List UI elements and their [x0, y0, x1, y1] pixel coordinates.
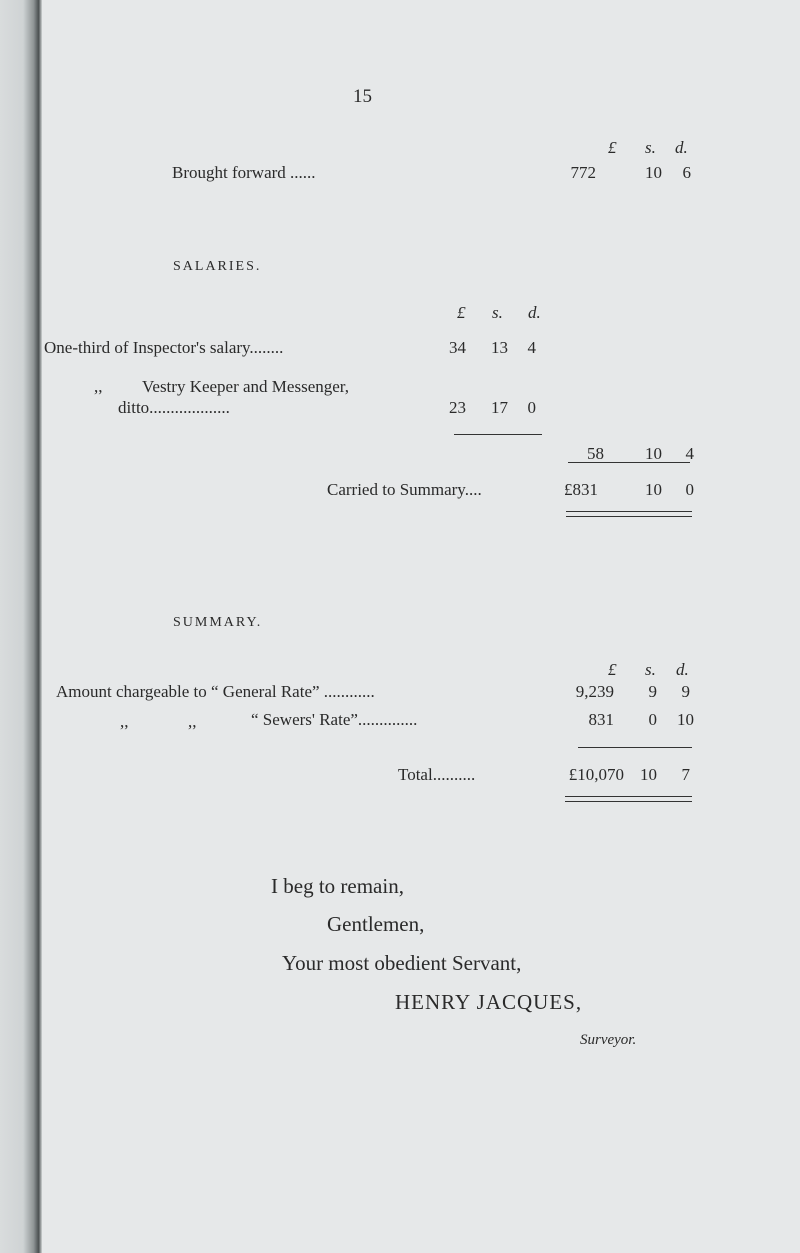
salaries-header-pence: d.: [528, 303, 541, 322]
summary-heading: SUMMARY.: [173, 615, 263, 630]
summary-row-general-shillings: 9: [648, 682, 657, 701]
salary-row-vestry-label: Vestry Keeper and Messenger,: [142, 377, 350, 396]
summary-row-general-pence: 9: [681, 682, 690, 701]
salaries-subtotal-pounds: 58: [587, 444, 604, 463]
page-number: 15: [353, 86, 372, 107]
summary-total-rule-top: [578, 747, 692, 748]
brought-forward-pounds: 772: [570, 163, 596, 182]
summary-header-pence: d.: [676, 660, 689, 679]
salaries-subtotal-pence: 4: [685, 444, 694, 463]
salaries-header-shillings: s.: [492, 303, 503, 322]
brought-forward-shillings: 10: [645, 163, 662, 182]
carried-rule-double-2: [566, 516, 692, 517]
summary-total-double-2: [565, 801, 692, 802]
currency-header-pence: d.: [675, 138, 688, 157]
summary-total-pence: 7: [681, 765, 690, 784]
summary-row-sewers-ditto-2: ,,: [188, 712, 197, 731]
page-binding: [0, 0, 42, 1253]
salary-row-vestry-shillings: 17: [491, 398, 508, 417]
carried-summary-pence: 0: [685, 480, 694, 499]
brought-forward-label: Brought forward ......: [172, 163, 316, 182]
closing-line-1: I beg to remain,: [271, 874, 404, 898]
salary-row-vestry-pounds: 23: [449, 398, 466, 417]
summary-row-sewers-pence: 10: [677, 710, 694, 729]
summary-header-pounds: £: [608, 660, 617, 679]
summary-total-double-1: [565, 796, 692, 797]
salary-row-vestry-label-ditto: ditto...................: [118, 398, 230, 417]
summary-row-sewers-shillings: 0: [648, 710, 657, 729]
salaries-header-pounds: £: [457, 303, 466, 322]
currency-header-shillings: s.: [645, 138, 656, 157]
closing-line-2: Gentlemen,: [327, 912, 425, 936]
carried-rule-top: [568, 462, 690, 463]
salaries-subtotal-shillings: 10: [645, 444, 662, 463]
salary-row-inspector-label: One-third of Inspector's salary........: [44, 338, 284, 357]
salary-row-inspector-pounds: 34: [449, 338, 466, 357]
summary-row-general-pounds: 9,239: [575, 682, 614, 701]
summary-total-shillings: 10: [640, 765, 657, 784]
brought-forward-pence: 6: [682, 163, 691, 182]
currency-header-pounds: £: [608, 138, 617, 157]
salaries-heading: SALARIES.: [173, 259, 262, 274]
summary-row-sewers-pounds: 831: [588, 710, 614, 729]
salary-row-vestry-ditto-mark: ,,: [94, 377, 103, 396]
summary-total-label: Total..........: [398, 765, 476, 784]
summary-row-sewers-ditto-1: ,,: [120, 712, 129, 731]
carried-summary-shillings: 10: [645, 480, 662, 499]
summary-row-general-label: Amount chargeable to “ General Rate” ............: [56, 682, 375, 701]
summary-header-shillings: s.: [645, 660, 656, 679]
carried-summary-label: Carried to Summary....: [327, 480, 482, 499]
salary-row-vestry-pence: 0: [527, 398, 536, 417]
closing-line-3: Your most obedient Servant,: [282, 951, 522, 975]
carried-summary-pounds: £831: [564, 480, 598, 499]
summary-row-sewers-label: “ Sewers' Rate”..............: [251, 710, 418, 729]
signatory-title: Surveyor.: [580, 1032, 637, 1048]
summary-total-pounds: £10,070: [568, 765, 624, 784]
carried-rule-double-1: [566, 511, 692, 512]
salaries-subtotal-rule: [454, 434, 542, 435]
salary-row-inspector-pence: 4: [527, 338, 536, 357]
signatory-name: HENRY JACQUES,: [395, 990, 583, 1014]
salary-row-inspector-shillings: 13: [491, 338, 508, 357]
